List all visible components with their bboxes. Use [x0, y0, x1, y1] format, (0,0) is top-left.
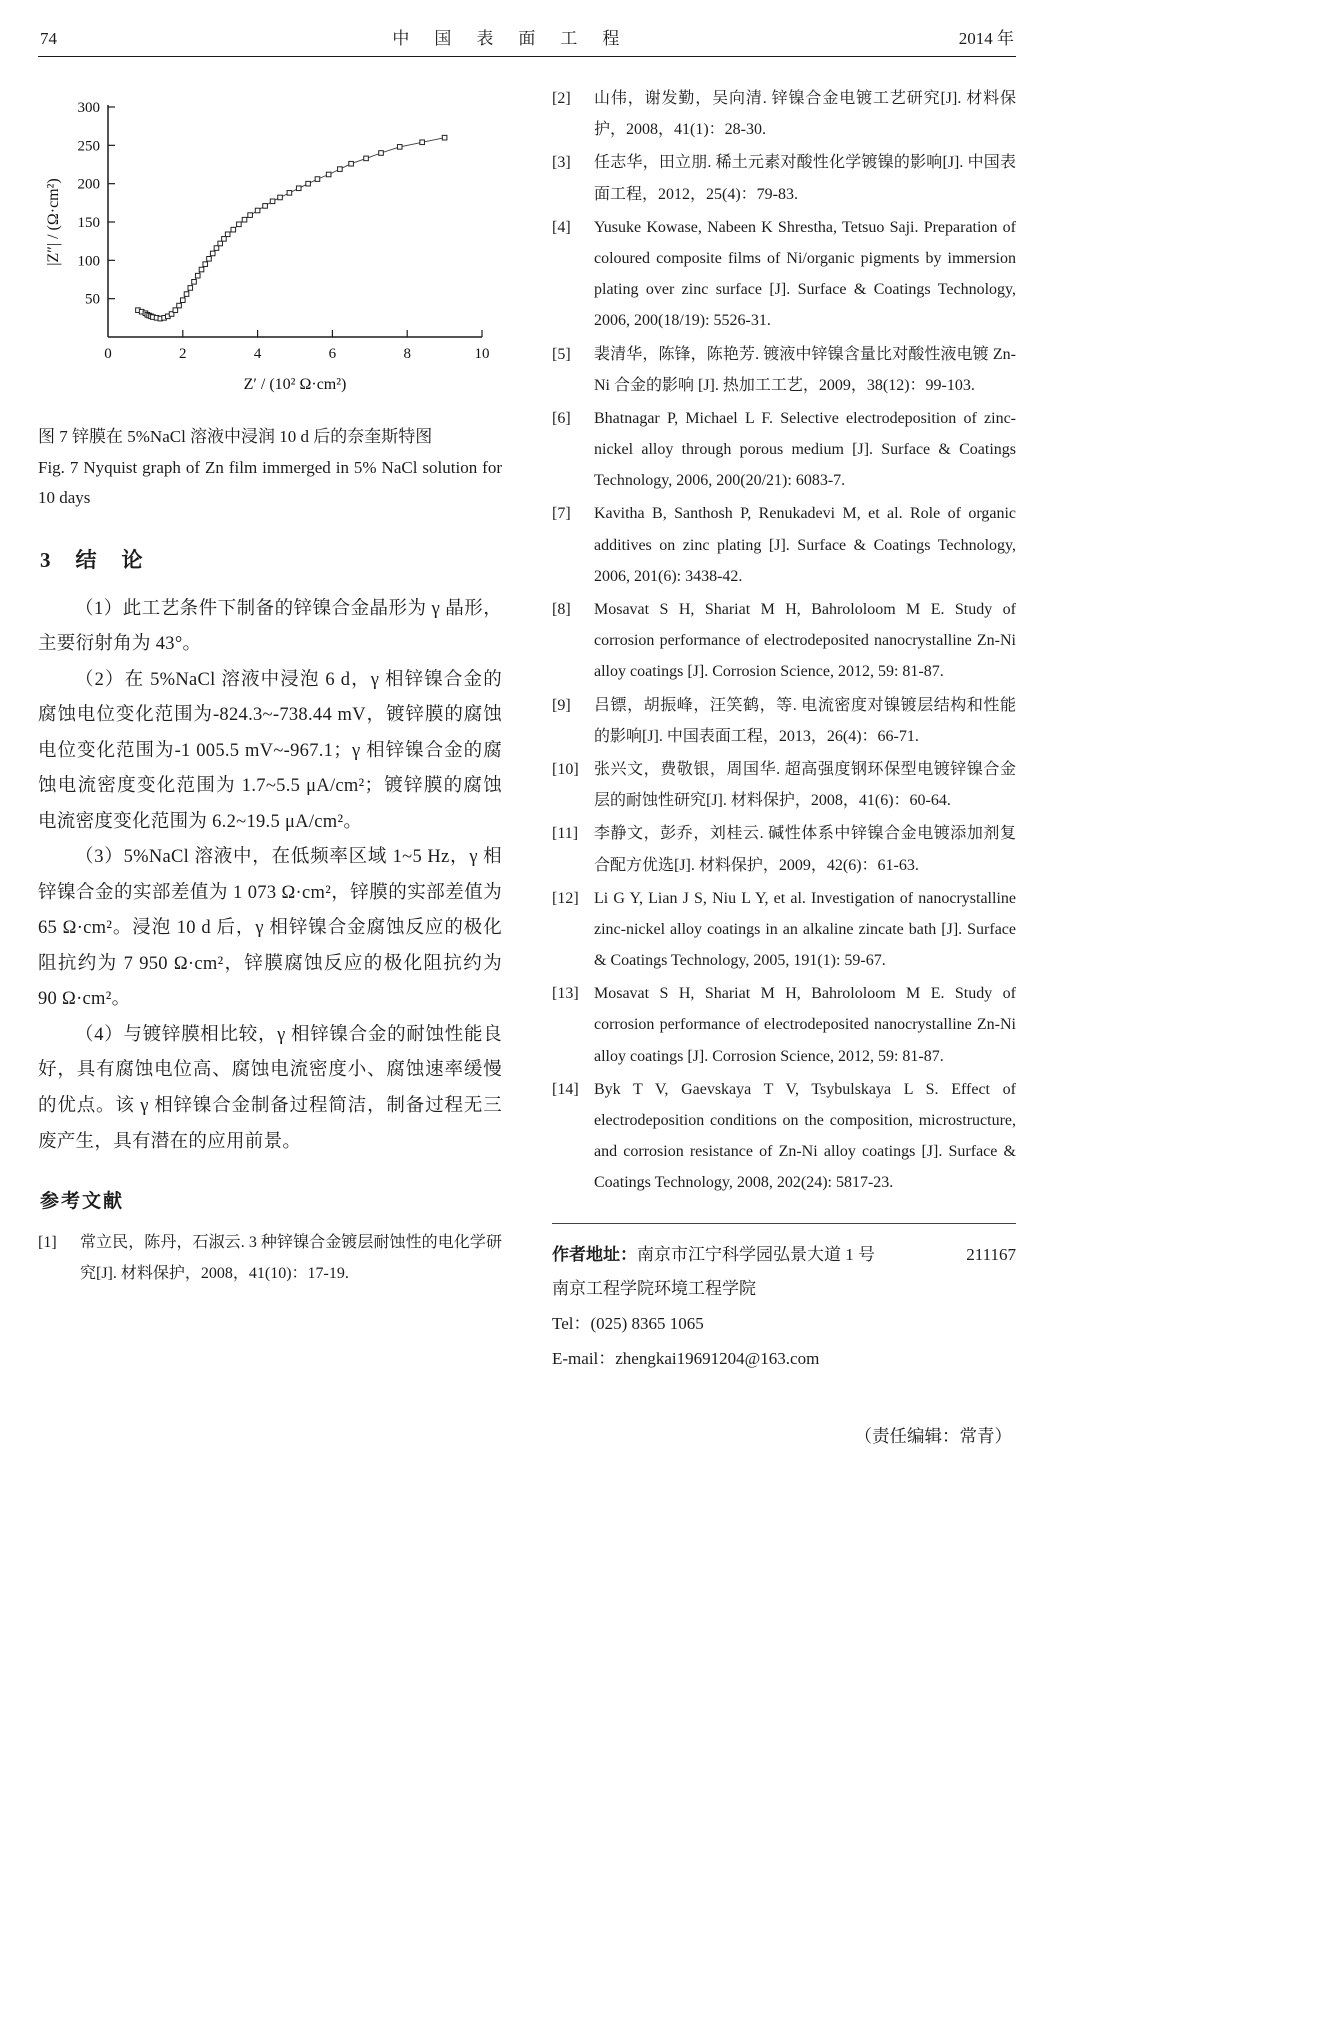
reference-label: [6] [552, 409, 571, 427]
postcode: 211167 [966, 1244, 1016, 1264]
author-address-label: 作者地址： [552, 1244, 637, 1264]
reference-label: [1] [38, 1234, 57, 1252]
svg-text:100: 100 [77, 253, 100, 270]
author-address-line [552, 1238, 1016, 1273]
right-column [552, 83, 1016, 1448]
svg-text:200: 200 [77, 176, 100, 193]
svg-text:4: 4 [253, 346, 262, 362]
svg-text:6: 6 [328, 346, 337, 362]
reference-label: [7] [552, 505, 571, 523]
figure-7 [38, 93, 502, 514]
reference-label: [11] [552, 825, 579, 843]
page-header [38, 24, 1016, 57]
reference-text: Li G Y, Lian J S, Niu L Y, et al. Investigation of nanocrystalline zinc-nickel alloy coatings in an alkaline zincate bath [J]. Surface & Coatings Technology, 2005, 191(1): 59-67. [594, 889, 1016, 970]
reference-item [38, 1227, 502, 1289]
reference-text: 张兴文，费敬银，周国华. 超高强度钢环保型电镀锌镍合金层的耐蚀性研究[J]. 材料保护，2008，41(6)：60-64. [594, 760, 1016, 810]
conclusion-paragraph: （4）与镀锌膜相比较，γ 相锌镍合金的耐蚀性能良好，具有腐蚀电位高、腐蚀电流密度小、腐蚀速率缓慢的优点。该 γ 相锌镍合金制备过程简洁，制备过程无三废产生，具有潜在的应用前景。 [38, 1024, 502, 1152]
reference-item [552, 818, 1016, 880]
reference-item [552, 212, 1016, 337]
svg-text:0: 0 [104, 346, 112, 362]
reference-text: 山伟，谢发勤，吴向清. 锌镍合金电镀工艺研究[J]. 材料保护，2008，41(1)：28-30. [594, 90, 1016, 139]
nyquist-chart [38, 93, 500, 401]
reference-item [552, 690, 1016, 752]
editor-note: （责任编辑：常青） [854, 1425, 1012, 1446]
reference-text: Byk T V, Gaevskaya T V, Tsybulskaya L S. Effect of electrodeposition conditions on the composition, microstructure, and corrosion resistance of Zn-Ni alloy coatings [J]. Surface & Coatings Technology, 2008, 202(24): 5817-23. [594, 1080, 1016, 1192]
tel-line: Tel：(025) 8365 1065 [552, 1314, 704, 1334]
section-heading-conclusion: 3 结 论 [40, 547, 145, 572]
reference-text: Kavitha B, Santhosh P, Renukadevi M, et al. Role of organic additives on zinc plating [J]. Surface & Coatings Technology, 2006, 201(6): 3438-42. [594, 505, 1016, 585]
reference-label: [8] [552, 601, 571, 618]
reference-text: Mosavat S H, Shariat M H, Bahrololoom M E. Study of corrosion performance of electrodeposited nanocrystalline Zn-Ni alloy coatings [J]. Corrosion Science, 2012, 59: 81-87. [594, 601, 1016, 681]
page-number: 74 [40, 29, 57, 48]
reference-text: 吕镖，胡振峰，汪笑鹤，等. 电流密度对镍镀层结构和性能的影响[J]. 中国表面工程，2013，26(4)：66-71. [594, 696, 1016, 745]
reference-label: [5] [552, 345, 571, 363]
reference-item [552, 83, 1016, 145]
reference-item [552, 978, 1016, 1072]
two-column-layout [38, 83, 1016, 1448]
svg-text:300: 300 [77, 100, 100, 116]
author-institution-line: 南京工程学院环境工程学院 [552, 1279, 756, 1299]
reference-item [552, 754, 1016, 816]
svg-text:10: 10 [474, 346, 490, 362]
svg-text:250: 250 [77, 138, 100, 155]
reference-label: [10] [552, 760, 579, 778]
svg-text:2: 2 [179, 346, 187, 362]
reference-text: 任志华，田立朋. 稀土元素对酸性化学镀镍的影响[J]. 中国表面工程，2012，25(4)：79-83. [594, 154, 1016, 203]
author-address-text: 南京市江宁科学园弘景大道 1 号 [637, 1244, 875, 1264]
conclusion-paragraph: （3）5%NaCl 溶液中，在低频率区域 1~5 Hz，γ 相锌镍合金的实部差值为 1 073 Ω·cm²，锌膜的实部差值为 65 Ω·cm²。浸泡 10 d 后，γ 相锌镍合金腐蚀反应的极化阻抗约为 7 950 Ω·cm²，锌膜腐蚀反应的极化阻抗约为 90 Ω·cm²。 [38, 847, 502, 1010]
reference-text: 裴清华，陈锋，陈艳芳. 镀液中锌镍含量比对酸性液电镀 Zn-Ni 合金的影响 [J]. 热加工工艺，2009，38(12)：99-103. [594, 345, 1016, 394]
reference-text: Mosavat S H, Shariat M H, Bahrololoom M E. Study of corrosion performance of electrodeposited nanocrystalline Zn-Ni alloy coatings [J]. Corrosion Science, 2012, 59: 81-87. [594, 985, 1016, 1065]
figure-caption-en: Fig. 7 Nyquist graph of Zn film immerged in 5% NaCl solution for 10 days [38, 457, 502, 508]
reference-label: [4] [552, 218, 571, 236]
reference-label: [3] [552, 154, 571, 172]
svg-text:150: 150 [77, 215, 100, 231]
author-block [552, 1223, 1016, 1377]
reference-label: [14] [552, 1080, 579, 1098]
page-content [38, 24, 1016, 1448]
reference-list-left [38, 1227, 502, 1289]
svg-text:50: 50 [85, 291, 100, 308]
reference-item [552, 339, 1016, 401]
reference-item [552, 403, 1016, 497]
reference-label: [2] [552, 90, 571, 107]
reference-item [552, 883, 1016, 977]
email-line: E-mail：zhengkai19691204@163.com [552, 1349, 820, 1369]
reference-text: Yusuke Kowase, Nabeen K Shrestha, Tetsuo Saji. Preparation of coloured composite films of Ni/organic pigments by immersion plating over zinc surface [J]. Surface & Coatings Technology, 2006, 200(18/19): 5526-31. [594, 218, 1016, 330]
reference-list-right [552, 83, 1016, 1199]
reference-text: 李静文，彭乔，刘桂云. 碱性体系中锌镍合金电镀添加剂复合配方优选[J]. 材料保护，2009，42(6)：61-63. [594, 825, 1016, 874]
author-address [552, 1238, 875, 1273]
reference-item [552, 1074, 1016, 1199]
header-year: 2014 年 [958, 29, 1014, 48]
reference-label: [13] [552, 985, 579, 1003]
reference-label: [12] [552, 889, 579, 907]
conclusion-paragraph: （2）在 5%NaCl 溶液中浸泡 6 d，γ 相锌镍合金的腐蚀电位变化范围为-824.3~-738.44 mV，镀锌膜的腐蚀电位变化范围为-1 005.5 mV~-967.1；γ 相锌镍合金的腐蚀电流密度变化范围为 1.7~5.5 μA/cm²；镀锌膜的腐蚀电流密度变化范围为 6.2~19.5 μA/cm²。 [38, 669, 502, 832]
reference-item [552, 594, 1016, 688]
svg-text:Z′ / (10² Ω·cm²): Z′ / (10² Ω·cm²) [243, 376, 347, 393]
svg-text:8: 8 [403, 346, 411, 362]
reference-text: 常立民，陈丹，石淑云. 3 种锌镍合金镀层耐蚀性的电化学研究[J]. 材料保护，2008，41(10)：17-19. [80, 1234, 502, 1283]
reference-label: [9] [552, 696, 571, 714]
left-column [38, 83, 502, 1448]
journal-title: 中 国 表 面 工 程 [392, 29, 624, 48]
references-heading: 参考文献 [40, 1191, 125, 1213]
reference-text: Bhatnagar P, Michael L F. Selective electrodeposition of zinc-nickel alloy through porous medium [J]. Surface & Coatings Technology, 2006, 200(20/21): 6083-7. [594, 409, 1016, 490]
reference-item [552, 147, 1016, 209]
svg-text:|Z″| / (Ω·cm²): |Z″| / (Ω·cm²) [45, 178, 62, 266]
reference-item [552, 498, 1016, 592]
figure-caption-cn: 图 7 锌膜在 5%NaCl 溶液中浸润 10 d 后的奈奎斯特图 [38, 427, 433, 446]
conclusion-paragraph: （1）此工艺条件下制备的锌镍合金晶形为 γ 晶形，主要衍射角为 43°。 [38, 598, 502, 655]
